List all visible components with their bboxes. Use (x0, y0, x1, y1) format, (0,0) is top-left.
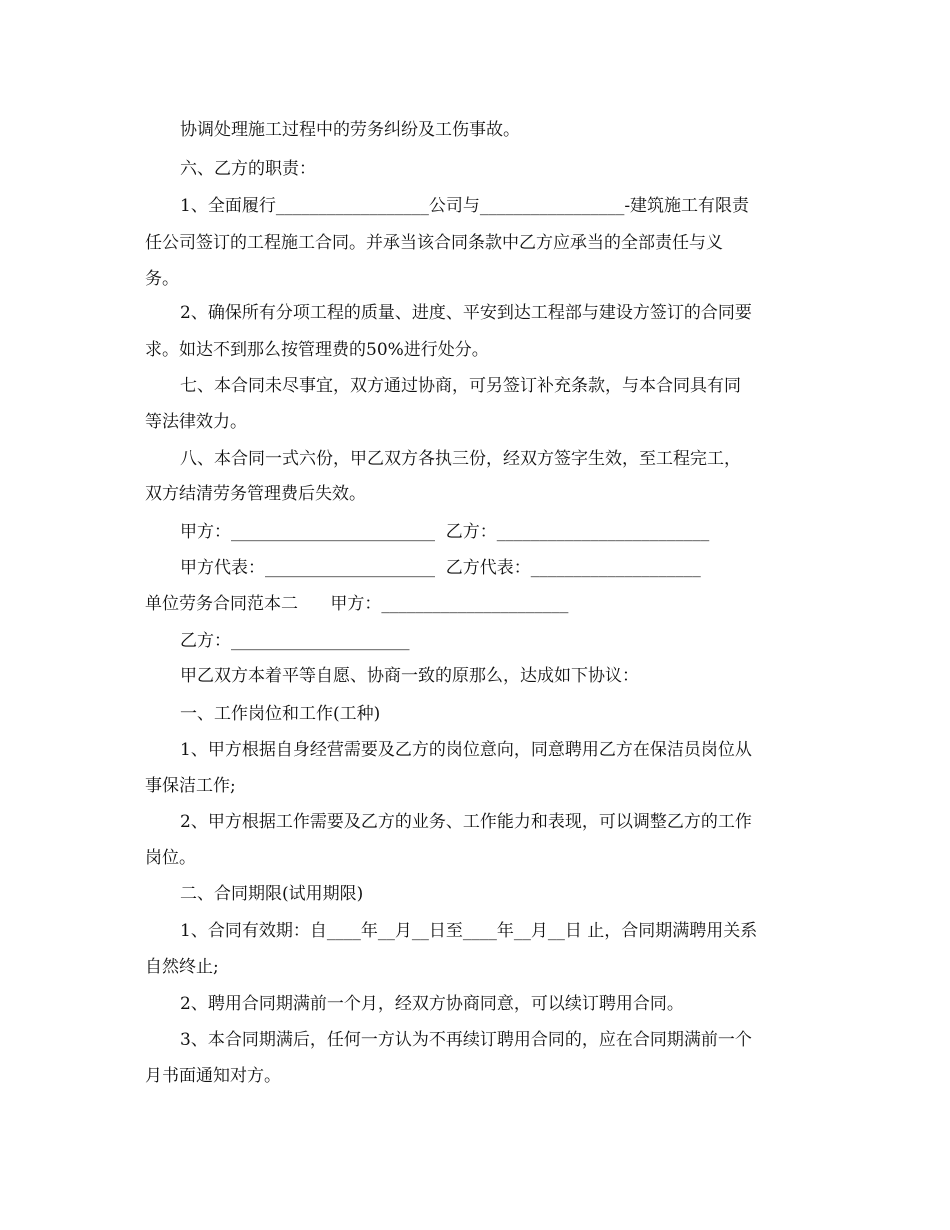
text-line: 2、甲方根据工作需要及乙方的业务、工作能力和表现，可以调整乙方的工作 (180, 812, 752, 832)
text-line: 岗位。 (145, 848, 196, 868)
text-line: 3、本合同期满后，任何一方认为不再续订聘用合同的，应在合同期满前一个 (180, 1030, 752, 1050)
text-line: 等法律效力。 (145, 412, 247, 432)
text-line: 2、确保所有分项工程的质量、进度、平安到达工程部与建设方签订的合同要 (180, 303, 752, 323)
signature-line: 甲方：________________________ 乙方：_________________________ (180, 522, 710, 542)
text-line: 1、甲方根据自身经营需要及乙方的岗位意向，同意聘用乙方在保洁员岗位从 (180, 740, 752, 760)
section-heading: 七、本合同未尽事宜，双方通过协商，可另签订补充条款，与本合同具有同 (180, 376, 741, 396)
section-heading: 八、本合同一式六份，甲乙双方各执三份，经双方签字生效，至工程完工， (180, 449, 741, 469)
text-line: 甲乙双方本着平等自愿、协商一致的原那么，达成如下协议： (180, 666, 639, 686)
text-line: 任公司签订的工程施工合同。并承当该合同条款中乙方应承当的全部责任与义 (145, 233, 723, 253)
text-line: 自然终止; (145, 957, 219, 977)
section-heading: 六、乙方的职责： (180, 159, 316, 179)
text-line: 务。 (145, 269, 179, 289)
text-line: 月书面通知对方。 (145, 1066, 281, 1086)
document-title: 单位劳务合同范本二 甲方：______________________ (145, 594, 569, 614)
text-line: 求。如达不到那么按管理费的50%进行处分。 (145, 340, 489, 360)
section-heading: 一、工作岗位和工作(工种) (180, 704, 381, 724)
text-line: 1、合同有效期：自____年__月__日至____年__月__日 止，合同期满聘用关系 (180, 921, 758, 941)
text-line: 事保洁工作; (145, 776, 236, 796)
section-heading: 二、合同期限(试用期限) (180, 884, 364, 904)
text-line: 2、聘用合同期满前一个月，经双方协商同意，可以续订聘用合同。 (180, 994, 684, 1014)
text-line: 1、全面履行__________________公司与_________________-建筑施工有限责 (180, 196, 750, 216)
text-line: 协调处理施工过程中的劳务纠纷及工伤事故。 (180, 120, 520, 140)
signature-line: 甲方代表：____________________ 乙方代表：____________________ (180, 558, 701, 578)
signature-line: 乙方：_____________________ (180, 631, 410, 651)
text-line: 双方结清劳务管理费后失效。 (145, 484, 366, 504)
